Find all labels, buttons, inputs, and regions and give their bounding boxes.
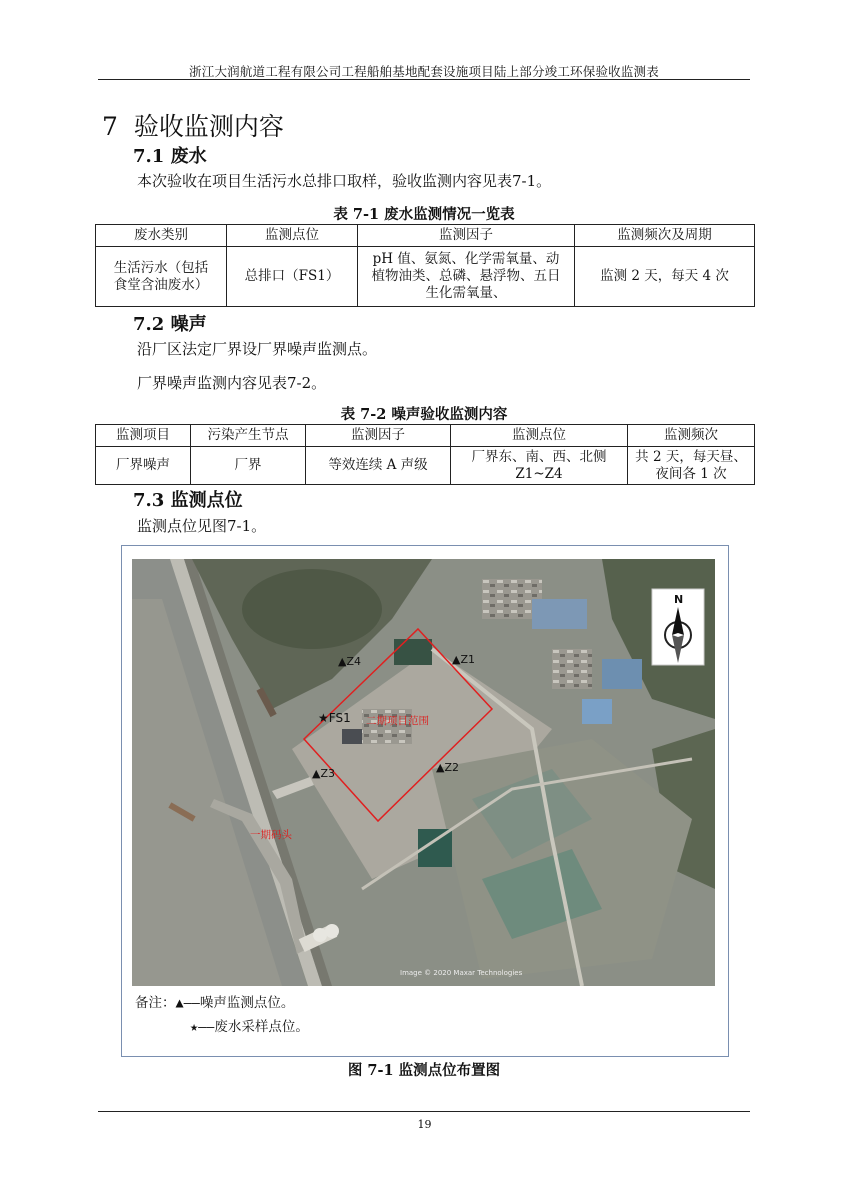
marker-z4: ▲Z4 [338,655,361,668]
table-cell-type: 生活污水（包括 食堂含油废水） [96,247,227,307]
table-cell-factor: pH 值、氨氮、化学需氧量、动 植物油类、总磷、悬浮物、五日 生化需氧量、 [358,247,575,307]
satellite-map [132,559,715,986]
heading-7-2: 7.2 噪声 [133,314,207,335]
table-header-cell: 监测频次 [628,425,755,447]
table-cell-frequency: 监测 2 天，每天 4 次 [575,247,755,307]
marker-z2: ▲Z2 [436,761,459,774]
wharf-label: 一期码头 [250,829,292,841]
north-label: N [674,593,684,606]
table-header-cell: 监测项目 [96,425,191,447]
table-header-cell: 监测因子 [306,425,451,447]
table-cell-point: 总排口（FS1） [227,247,358,307]
map-copyright: Image © 2020 Maxar Technologies [400,969,523,977]
section-title: 验收监测内容 [133,112,284,141]
table-cell-factor: 等效连续 A 声级 [306,447,451,485]
header-rule [98,79,750,80]
project-area-label: 二期项目范围 [366,715,429,727]
table-cell-node: 厂界 [191,447,306,485]
paragraph-7-2a: 沿厂区法定厂界设厂界噪声监测点。 [137,340,378,358]
table-header-cell: 监测频次及周期 [575,225,755,247]
paragraph-7-1: 本次验收在项目生活污水总排口取样，验收监测内容见表7-1。 [137,172,552,190]
table-cell-frequency: 共 2 天，每天昼、 夜间各 1 次 [628,447,755,485]
paragraph-7-3: 监测点位见图7-1。 [137,517,267,535]
table-header-cell: 监测点位 [451,425,628,447]
legend-line-1: 备注：▲——噪声监测点位。 [135,995,295,1011]
section-number: 7 [102,112,118,141]
heading-7-1: 7.1 废水 [133,146,207,167]
legend-line-2: ★——废水采样点位。 [190,1019,309,1035]
table-7-1 [95,224,755,307]
table-header-cell: 监测因子 [358,225,575,247]
table-header-cell: 监测点位 [227,225,358,247]
table-7-1-caption: 表 7-1 废水监测情况一览表 [333,206,515,223]
paragraph-7-2b: 厂界噪声监测内容见表7-2。 [137,374,327,392]
page-number: 19 [417,1118,432,1131]
heading-7-3: 7.3 监测点位 [133,490,243,511]
footer-rule [98,1111,750,1112]
table-7-2-caption: 表 7-2 噪声验收监测内容 [340,406,508,423]
figure-caption: 图 7-1 监测点位布置图 [347,1062,501,1079]
table-7-2 [95,424,755,485]
marker-z1: ▲Z1 [452,653,475,666]
section-heading [102,107,284,143]
table-cell-item: 厂界噪声 [96,447,191,485]
map-image [132,559,715,986]
table-header-cell: 污染产生节点 [191,425,306,447]
marker-z3: ▲Z3 [312,767,335,780]
marker-fs1: ★FS1 [318,711,351,725]
table-cell-point: 厂界东、南、西、北侧 Z1~Z4 [451,447,628,485]
table-header-cell: 废水类别 [96,225,227,247]
running-header: 浙江大润航道工程有限公司工程船舶基地配套设施项目陆上部分竣工环保验收监测表 [189,64,659,79]
